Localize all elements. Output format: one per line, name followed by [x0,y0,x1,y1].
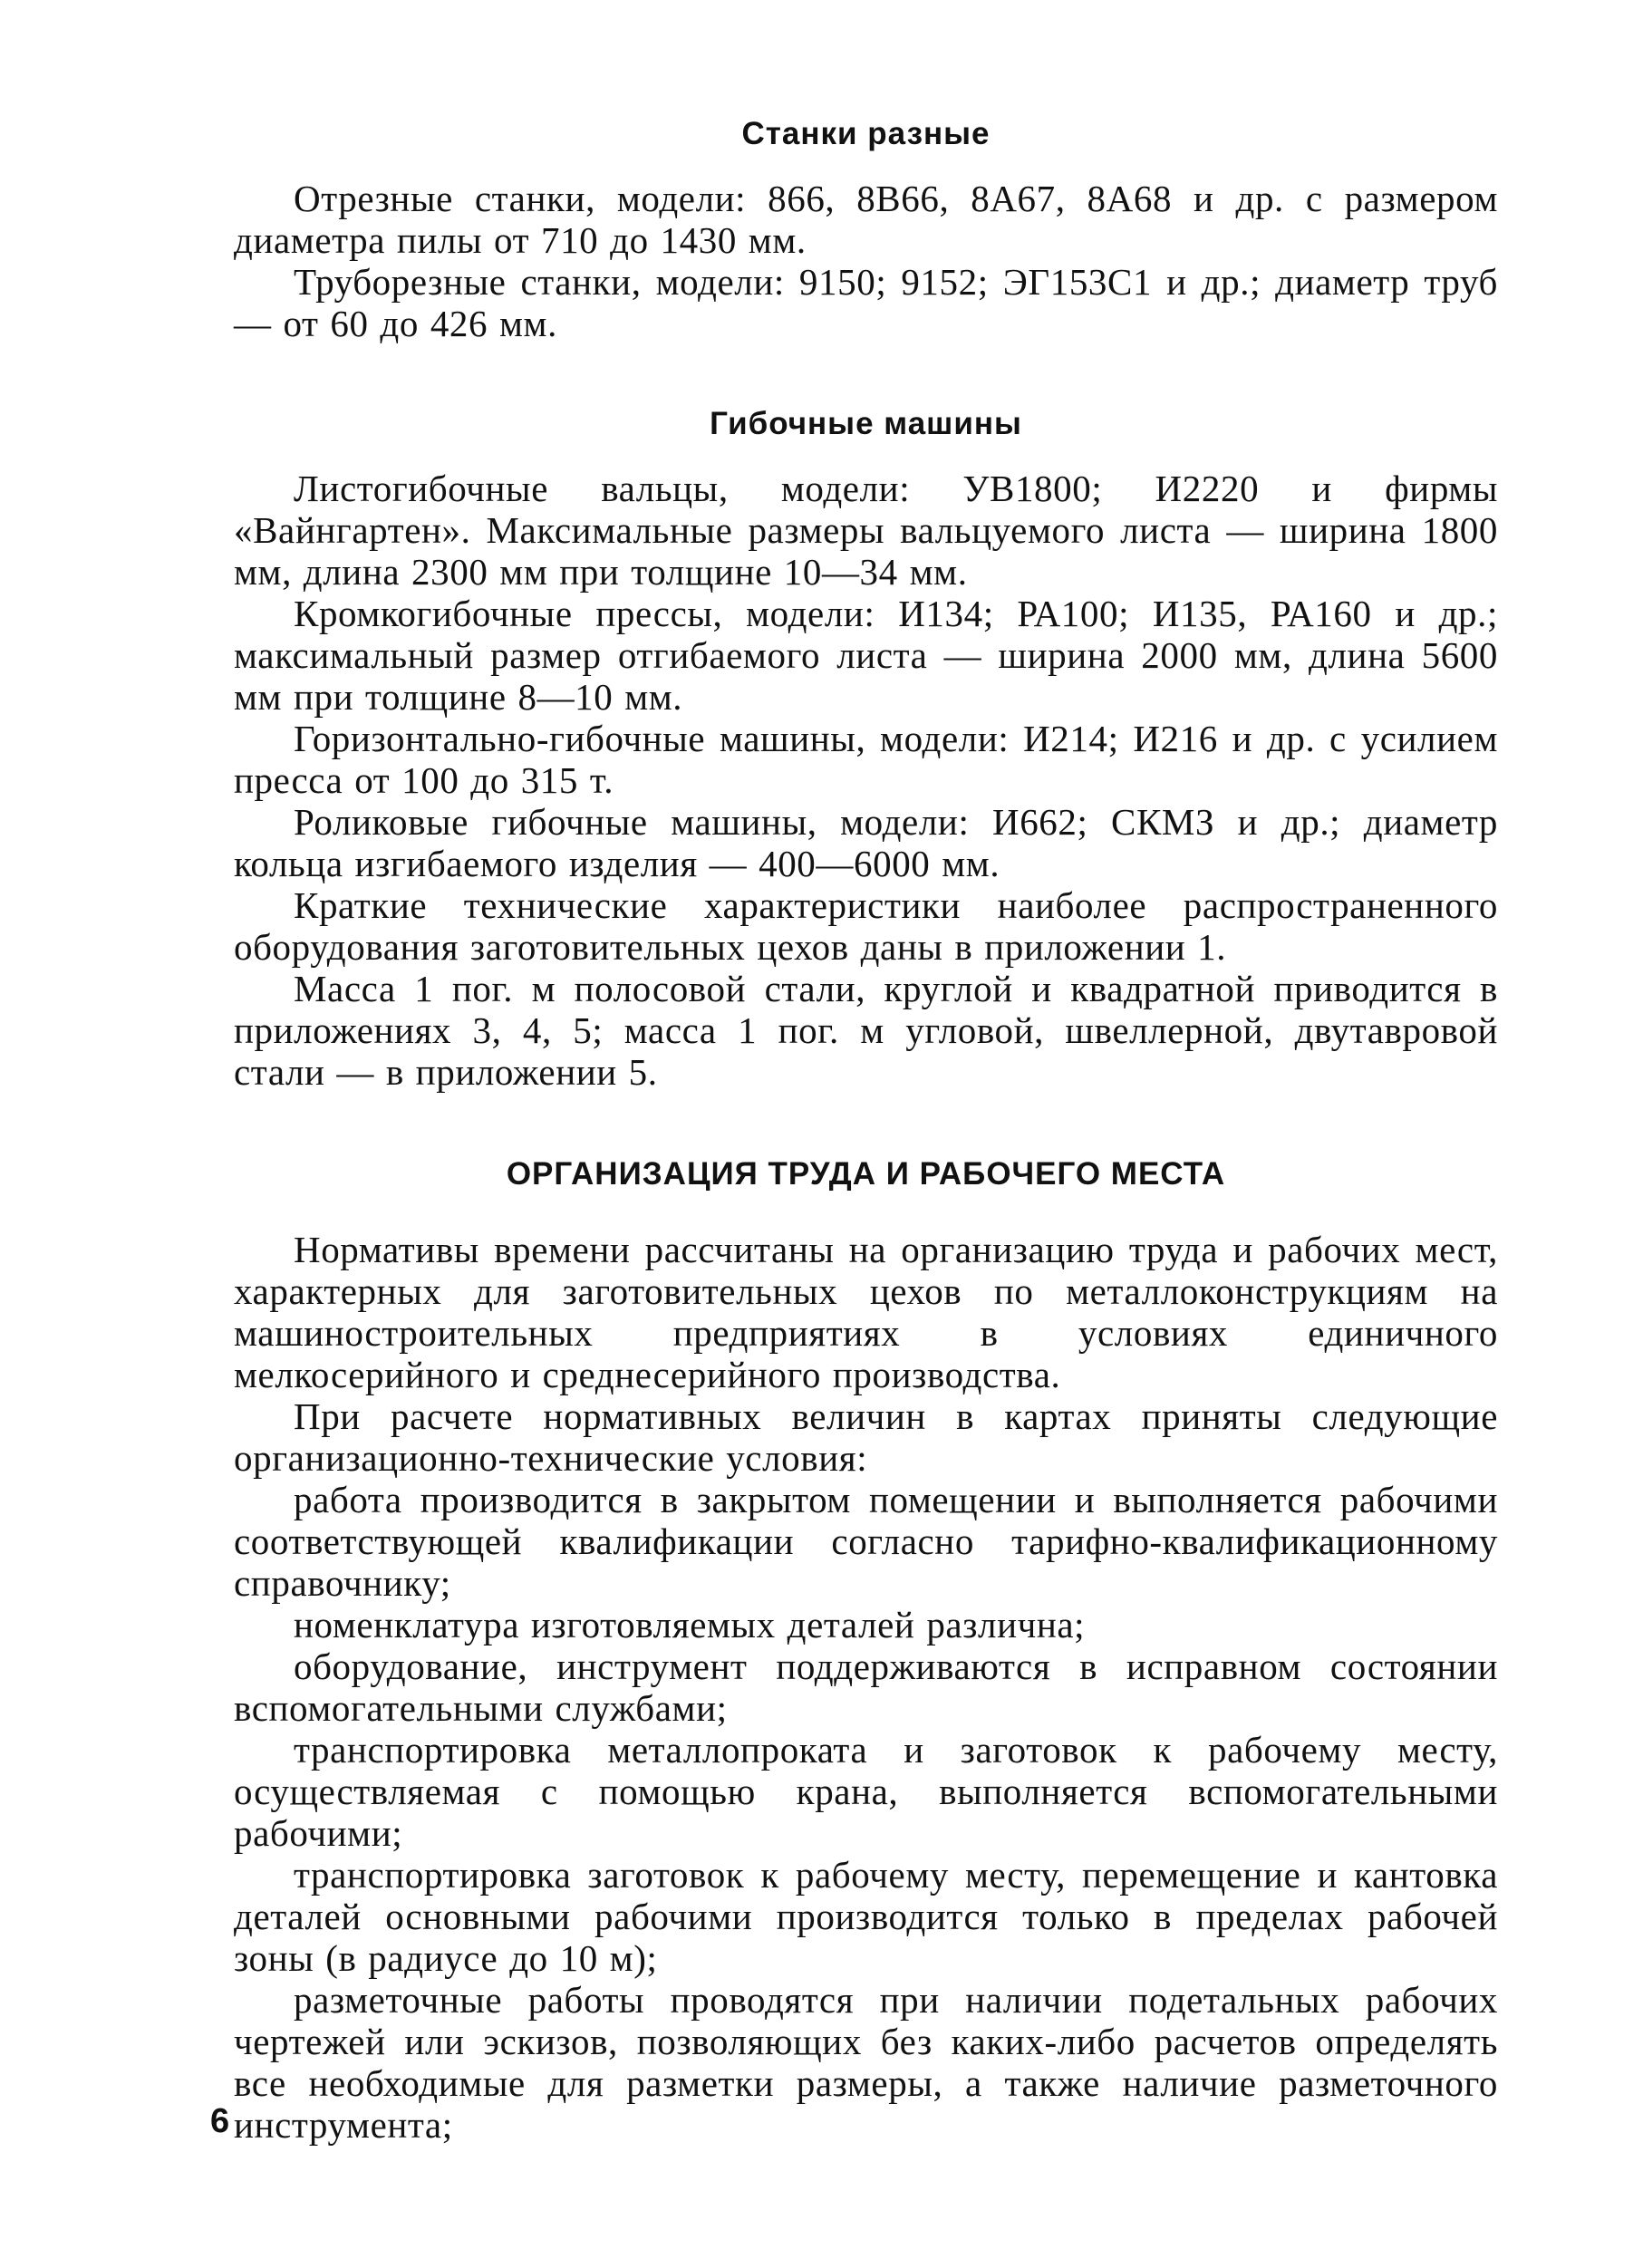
paragraph: Роликовые гибочные машины, модели: И662; СКМЗ и др.; диаметр кольца изгибаемого изделия — 400—6000 мм. [234,801,1498,884]
section-title-bending-machines: Гибочные машины [710,406,1022,441]
paragraph: транспортировка металлопроката и заготовок к рабочему месту, осуществляемая с помощью крана, выполняется вспомогательными рабочими; [234,1729,1498,1854]
paragraph: Кромкогибочные прессы, модели: И134; РА100; И135, РА160 и др.; максимальный размер отгибаемого листа — ширина 2000 мм, длина 5600 мм при толщине 8—10 мм. [234,593,1498,718]
paragraph: Краткие технические характеристики наиболее распространенного оборудования заготовительных цехов даны в приложении 1. [234,884,1498,968]
document-page [234,100,1498,2146]
paragraph: Труборезные станки, модели: 9150; 9152; ЭГ153С1 и др.; диаметр труб — от 60 до 426 мм. [234,261,1498,344]
paragraph: Нормативы времени рассчитаны на организацию труда и рабочих мест, характерных для заготовительных цехов по металлоконструкциям на машиностроительных предприятиях в условиях единичного мелкосерийного и среднесерийного производства. [234,1229,1498,1395]
paragraph: Отрезные станки, модели: 866, 8В66, 8А67, 8А68 и др. с размером диаметра пилы от 710 до 1430 мм. [234,178,1498,261]
section-title-labor-organization: ОРГАНИЗАЦИЯ ТРУДА И РАБОЧЕГО МЕСТА [506,1156,1226,1192]
paragraph: При расчете нормативных величин в картах приняты следующие организационно-технические условия: [234,1395,1498,1479]
paragraph: Горизонтально-гибочные машины, модели: И214; И216 и др. с усилием пресса от 100 до 315 т. [234,718,1498,801]
page-number: 6 [210,2102,230,2140]
paragraph: Листогибочные вальцы, модели: УВ1800; И2220 и фирмы «Вайнгартен». Максимальные размеры вальцуемого листа — ширина 1800 мм, длина 2300 мм при толщине 10—34 мм. [234,468,1498,593]
paragraph: Масса 1 пог. м полосовой стали, круглой и квадратной приводится в приложениях 3, 4, 5; масса 1 пог. м угловой, швеллерной, двутавровой стали — в приложении 5. [234,968,1498,1093]
paragraph: транспортировка заготовок к рабочему месту, перемещение и кантовка деталей основными рабочими производится только в пределах рабочей зоны (в радиусе до 10 м); [234,1854,1498,1979]
paragraph: номенклатура изготовляемых деталей различна; [294,1604,1086,1646]
paragraph: разметочные работы проводятся при наличии подетальных рабочих чертежей или эскизов, позволяющих без каких-либо расчетов определять все необходимые для разметки размеры, а также наличие разметочного инструмента; [234,1979,1498,2146]
paragraph: оборудование, инструмент поддерживаются в исправном состоянии вспомогательными службами; [234,1646,1498,1729]
paragraph: работа производится в закрытом помещении и выполняется рабочими соответствующей квалификации согласно тарифно-квалификационному справочнику; [234,1479,1498,1604]
section-title-machines-various: Станки разные [741,116,991,151]
